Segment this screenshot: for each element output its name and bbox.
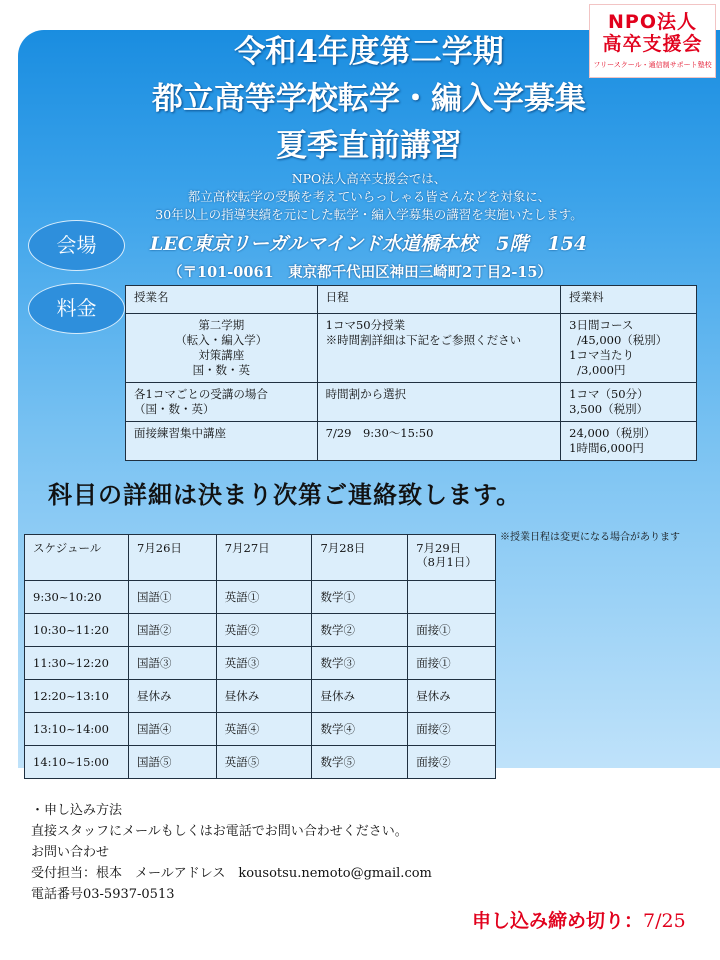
fee-price: 1コマ（50分） 3,500（税別） xyxy=(561,383,697,422)
intro-text: NPO法人高卒支援会では、 都立高校転学の受験を考えていらっしゃる皆さんなどを対象に、 30年以上の指導実績を元にした転学・編入学募集の講習を実施いたします。 xyxy=(155,171,583,222)
fee-schedule: 時間割から選択 xyxy=(317,383,561,422)
fee-schedule: 7/29 9:30～15:50 xyxy=(317,422,561,461)
fee-schedule: 1コマ50分授業 ※時間割詳細は下記をご参照ください xyxy=(317,314,561,383)
fee-price: 24,000（税別） 1時間6,000円 xyxy=(561,422,697,461)
schedule-cell: 国語④ xyxy=(128,713,216,746)
schedule-cell: 国語③ xyxy=(128,647,216,680)
schedule-cell: 昼休み xyxy=(408,680,496,713)
schedule-cell: 英語④ xyxy=(216,713,312,746)
schedule-cell: 数学② xyxy=(312,614,408,647)
schedule-time: 9:30~10:20 xyxy=(25,581,129,614)
fee-course-name: 第二学期 （転入・編入学） 対策講座 国・数・英 xyxy=(126,314,318,383)
contact-person: 受付担当：根本 メールアドレス kousotsu.nemoto@gmail.com xyxy=(31,866,432,881)
venue-address: （〒101-0061 東京都千代田区神田三崎町2丁目2-15） xyxy=(168,264,553,281)
schedule-time: 14:10~15:00 xyxy=(25,746,129,779)
title-line-2: 都立高等学校転学・編入学募集 xyxy=(152,81,586,117)
schedule-cell: 昼休み xyxy=(216,680,312,713)
fee-header-row xyxy=(126,286,697,314)
fee-price: 3日間コース /45,000（税別） 1コマ当たり /3,000円 xyxy=(561,314,697,383)
deadline xyxy=(472,906,686,933)
schedule-change-note: ※授業日程は変更になる場合があります xyxy=(500,532,680,543)
schedule-cell: 面接① xyxy=(408,647,496,680)
schedule-header: 7月29日 （8月1日） xyxy=(408,535,496,581)
schedule-row xyxy=(25,647,496,680)
details-notice: 科目の詳細は決まり次第ご連絡致します。 xyxy=(48,480,522,509)
schedule-cell: 英語③ xyxy=(216,647,312,680)
fee-row xyxy=(126,383,697,422)
npo-logo: NPO法人 高卒支援会 フリースクール・通信制サポート塾校 xyxy=(589,4,716,78)
schedule-cell xyxy=(408,581,496,614)
method-text: 直接スタッフにメールもしくはお電話でお問い合わせください。 xyxy=(31,824,408,839)
title-line-1: 令和4年度第二学期 xyxy=(234,34,504,70)
deadline-date: 7/25 xyxy=(643,910,686,932)
schedule-header: スケジュール xyxy=(25,535,129,581)
schedule-cell: 国語⑤ xyxy=(128,746,216,779)
schedule-header: 7月28日 xyxy=(312,535,408,581)
schedule-cell: 昼休み xyxy=(312,680,408,713)
contact-phone: 電話番号03-5937-0513 xyxy=(31,887,175,902)
method-title: ・申し込み方法 xyxy=(31,803,123,818)
schedule-row xyxy=(25,746,496,779)
fee-course-name: 各1コマごとの受講の場合 （国・数・英） xyxy=(126,383,318,422)
fee-course-name: 面接練習集中講座 xyxy=(126,422,318,461)
schedule-cell: 面接② xyxy=(408,713,496,746)
schedule-row xyxy=(25,713,496,746)
fee-header: 日程 xyxy=(317,286,561,314)
schedule-cell: 数学④ xyxy=(312,713,408,746)
schedule-cell: 面接① xyxy=(408,614,496,647)
schedule-cell: 国語② xyxy=(128,614,216,647)
fee-table xyxy=(125,285,697,461)
schedule-cell: 英語① xyxy=(216,581,312,614)
venue-label: 会場 xyxy=(28,220,125,271)
inquiry-label: お問い合わせ xyxy=(31,845,110,860)
schedule-cell: 面接② xyxy=(408,746,496,779)
schedule-row xyxy=(25,680,496,713)
fee-label: 料金 xyxy=(28,283,125,334)
schedule-cell: 数学① xyxy=(312,581,408,614)
fee-row xyxy=(126,314,697,383)
fee-header: 授業名 xyxy=(126,286,318,314)
deadline-label: 申し込み締め切り： xyxy=(472,910,644,932)
title-line-3: 夏季直前講習 xyxy=(276,128,462,164)
schedule-cell: 昼休み xyxy=(128,680,216,713)
schedule-time: 13:10~14:00 xyxy=(25,713,129,746)
schedule-header-row xyxy=(25,535,496,581)
venue-name: LEC東京リーガルマインド水道橋本校 5階 154 xyxy=(150,233,588,255)
schedule-time: 10:30~11:20 xyxy=(25,614,129,647)
schedule-time: 12:20~13:10 xyxy=(25,680,129,713)
schedule-cell: 国語① xyxy=(128,581,216,614)
schedule-table xyxy=(24,534,496,779)
fee-header: 授業料 xyxy=(561,286,697,314)
schedule-header: 7月26日 xyxy=(128,535,216,581)
schedule-cell: 数学③ xyxy=(312,647,408,680)
schedule-cell: 英語⑤ xyxy=(216,746,312,779)
schedule-row xyxy=(25,614,496,647)
schedule-time: 11:30~12:20 xyxy=(25,647,129,680)
schedule-cell: 英語② xyxy=(216,614,312,647)
fee-row xyxy=(126,422,697,461)
schedule-header: 7月27日 xyxy=(216,535,312,581)
schedule-cell: 数学⑤ xyxy=(312,746,408,779)
schedule-row xyxy=(25,581,496,614)
contact-info xyxy=(31,800,432,905)
